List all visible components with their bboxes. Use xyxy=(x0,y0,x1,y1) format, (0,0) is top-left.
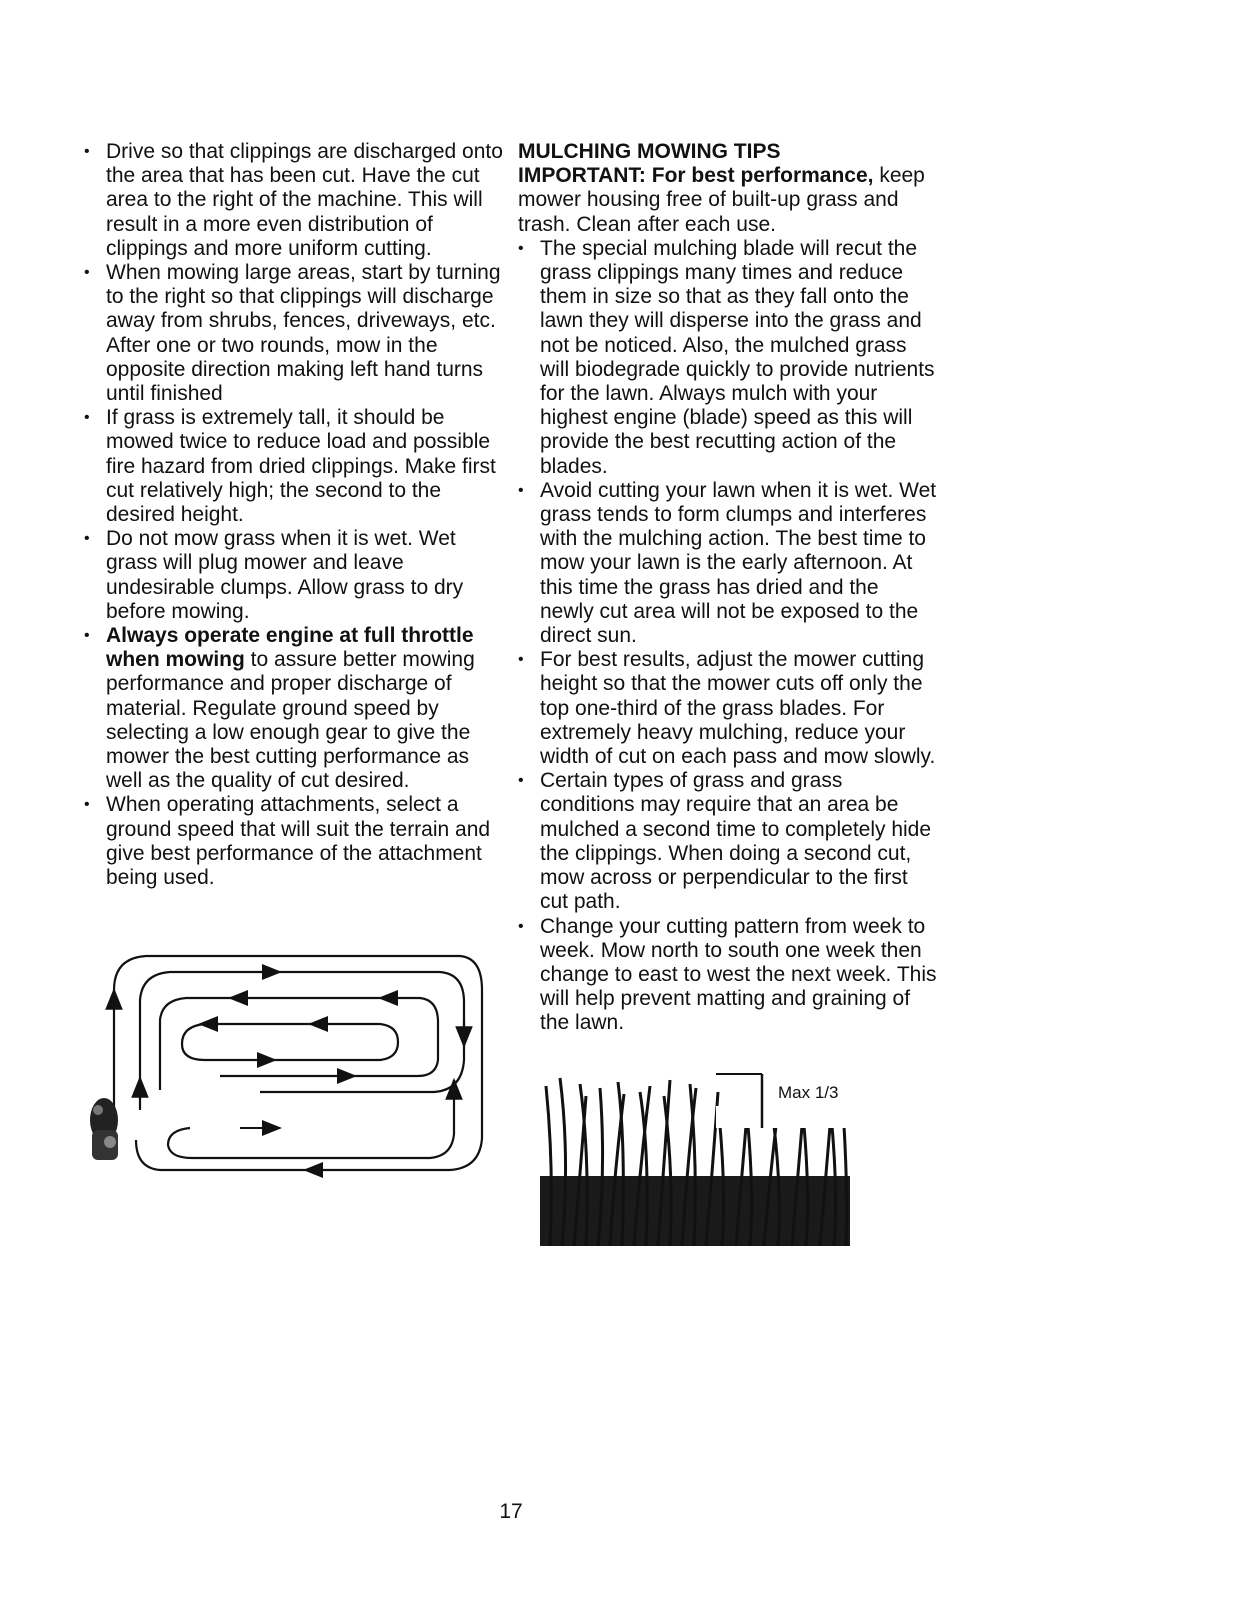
mulching-tips-list xyxy=(518,237,938,1036)
left-column xyxy=(84,140,504,890)
tractor-icon xyxy=(90,1098,118,1160)
list-item: • Do not mow grass when it is wet. Wet grass will plug mower and leave undesirable clumps. Allow grass to dry before mowing. xyxy=(84,527,504,624)
list-item: • Always operate engine at full throttle when mowing to assure better mowing performance and proper discharge of material. Regulate ground speed by selecting a low enough gear to give the mower the best cutting performance as well as the quality of cut desired. xyxy=(84,624,504,793)
list-item: • When mowing large areas, start by turning to the right so that clippings will discharge away from shrubs, fences, driveways, etc. After one or two rounds, mow in the opposite direction making left hand turns until finished xyxy=(84,261,504,406)
list-item: • Drive so that clippings are discharged onto the area that has been cut. Have the cut area to the right of the machine. This will result in a more even distribution of clippings and more uniform cutting. xyxy=(84,140,504,261)
list-item: • For best results, adjust the mower cutting height so that the mower cuts off only the top one-third of the grass blades. For extremely heavy mulching, reduce your width of cut on each pass and mow slowly. xyxy=(518,648,938,769)
list-item: • If grass is extremely tall, it should be mowed twice to reduce load and possible fire hazard from dried clippings. Make first cut relatively high; the second to the desired height. xyxy=(84,406,504,527)
mowing-pattern-diagram xyxy=(80,950,500,1180)
list-item: • Change your cutting pattern from week to week. Mow north to south one week then change to east to west the next week. This will help prevent matting and graining of the lawn. xyxy=(518,915,938,1036)
max-cut-label: Max 1/3 xyxy=(778,1083,839,1102)
list-item: • The special mulching blade will recut the grass clippings many times and reduce them in size so that as they fall onto the lawn they will disperse into the grass and not be noticed. Also, the mulched grass will biodegrade quickly to provide nutrients for the lawn. Always mulch with your highest engine (blade) speed as this will provide the best recutting action of the blades. xyxy=(518,237,938,479)
important-note: IMPORTANT: For best performance, keep mower housing free of built-up grass and trash. Clean after each use. xyxy=(518,164,925,236)
important-label: IMPORTANT: For best performance, xyxy=(518,164,874,188)
list-item: • When operating attachments, select a ground speed that will suit the terrain and give best performance of the attachment being used. xyxy=(84,793,504,890)
list-item: • Avoid cutting your lawn when it is wet. Wet grass tends to form clumps and interferes with the mulching action. The best time to mow your lawn is the early afternoon. At this time the grass has dried and the newly cut area will not be exposed to the direct sun. xyxy=(518,479,938,648)
bold-text: Always operate engine at full throttle when mowing xyxy=(106,624,474,672)
list-item: • Certain types of grass and grass conditions may require that an area be mulched a second time to completely hide the clippings. When doing a second cut, mow across or perpendicular to the first cut path. xyxy=(518,769,938,914)
section-heading: MULCHING MOWING TIPS xyxy=(518,140,781,163)
mowing-tips-list xyxy=(84,140,504,890)
page-number: 17 xyxy=(499,1500,523,1523)
right-column xyxy=(518,140,938,1036)
mowing-pattern-illustration xyxy=(80,950,500,1180)
